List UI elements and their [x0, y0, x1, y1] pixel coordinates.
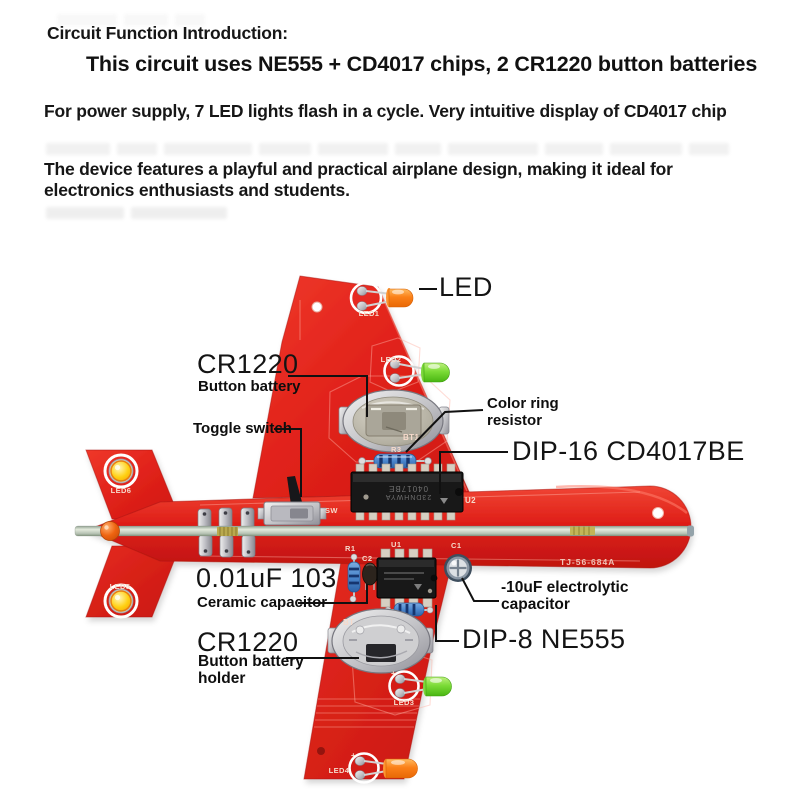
intro-design-line: The device features a playful and practical airplane design, making it ideal for electronics enthusiasts and students.	[44, 159, 673, 201]
silkscreen-c1: C1	[451, 541, 462, 550]
silkscreen-bt: BT	[343, 618, 355, 627]
led-callout-label: LED	[439, 272, 493, 302]
hole-top-wing	[312, 302, 322, 312]
chip-u2-marking-line1: 04017BE	[388, 484, 428, 493]
intro-heading: Circuit Function Introduction:	[47, 23, 288, 43]
capacitor-c1	[444, 554, 472, 582]
silkscreen-plus-led3: +	[391, 669, 397, 678]
cr1220-bottom-subtitle-line2: holder	[198, 670, 246, 688]
rod-bead	[101, 522, 120, 541]
ceramic-callout-subtitle: Ceramic capacitor	[197, 594, 328, 611]
silkscreen-led6: LED6	[110, 486, 132, 495]
silkscreen-led1: LED1	[358, 309, 380, 318]
dip16-callout-label: DIP-16 CD4017BE	[512, 436, 745, 466]
cr1220-top-callout-title: CR1220	[197, 349, 299, 379]
color-ring-callout-label	[487, 396, 559, 429]
silkscreen-r3: R3	[391, 445, 402, 454]
electrolytic-callout-line1: -10uF electrolytic	[501, 579, 629, 596]
cr1220-bottom-subtitle-line1: Button battery	[198, 653, 304, 670]
cr1220-top-callout-subtitle: Button battery	[198, 378, 301, 395]
electrolytic-callout-label	[501, 579, 629, 613]
dip8-callout-label: DIP-8 NE555	[462, 624, 626, 654]
chip-u2-dip16	[351, 464, 463, 520]
silkscreen-led2: LED2	[380, 355, 402, 364]
silkscreen-bt1: BT1	[403, 433, 420, 442]
cr1220-bottom-callout-title: CR1220	[197, 627, 299, 657]
color-ring-callout-line2: resistor	[487, 411, 543, 429]
silkscreen-u2: U2	[465, 496, 477, 505]
silkscreen-led5: LED5	[109, 582, 131, 591]
chip-u2-marking-line2: 23DNHWYA	[384, 493, 432, 500]
intro-headline: This circuit uses NE555 + CD4017 chips, 2 CR1220 button batteries	[86, 52, 758, 76]
silkscreen-u1: U1	[391, 540, 402, 549]
chip-u1-dip8	[377, 549, 437, 607]
ceramic-callout-title: 0.01uF 103	[196, 563, 337, 593]
silkscreen-led4: LED4	[328, 766, 350, 775]
hole-bottom-wing	[317, 747, 325, 755]
intro-supply-line: For power supply, 7 LED lights flash in a cycle. Very intuitive display of CD4017 chip	[44, 101, 727, 121]
silkscreen-sw: SW	[325, 506, 338, 515]
electrolytic-callout-line2: capacitor	[501, 596, 570, 614]
toggle-switch-callout-label: Toggle switch	[193, 420, 292, 437]
cr1220-bottom-callout-subtitle	[198, 653, 304, 687]
electrolytic-callout-line	[462, 578, 499, 601]
silkscreen-plus-led4: +	[351, 751, 357, 760]
silkscreen-c2: C2	[362, 554, 373, 563]
silkscreen-led3: LED3	[393, 698, 415, 707]
hole-nose	[653, 508, 664, 519]
led6-component	[105, 455, 137, 487]
rod-end-cap	[687, 526, 694, 537]
color-ring-callout-line1: Color ring	[487, 395, 559, 412]
silkscreen-part-number: TJ-56-684A	[560, 557, 616, 567]
silkscreen-r1: R1	[345, 544, 356, 553]
